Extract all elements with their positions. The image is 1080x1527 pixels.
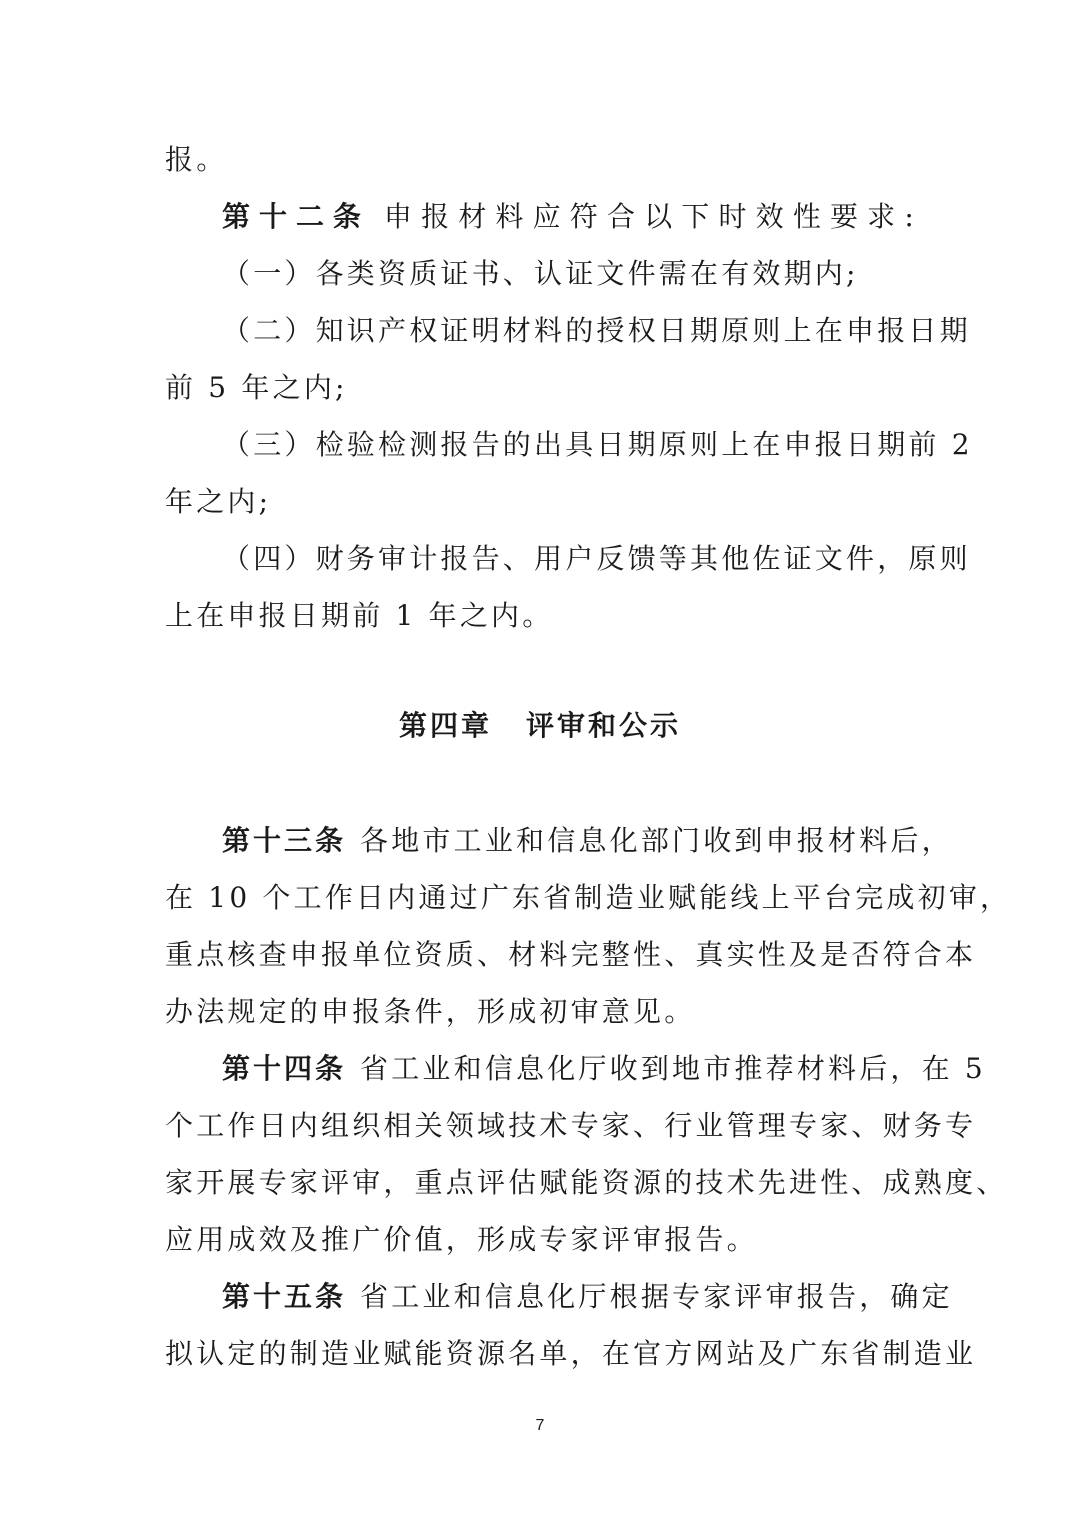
article-12-item-3-line-2: 年之内; [165,485,272,518]
text-line-carryover: 报。 [165,143,228,176]
article-12-heading-line [222,197,917,237]
article-12-text: 申报材料应符合以下时效性要求: [383,200,917,233]
chapter-title: 评审和公示 [526,709,682,742]
article-12-item-1: （一）各类资质证书、认证文件需在有效期内; [222,257,859,290]
chapter-number: 第四章 [398,709,492,742]
article-12-item-4-line-2: 上在申报日期前 1 年之内。 [165,599,554,632]
article-14-line-1 [222,1049,986,1089]
page-number: 7 [535,1417,545,1434]
article-13-text: 各地市工业和信息化部门收到申报材料后， [360,824,953,857]
article-15-label: 第十五条 [222,1280,347,1313]
article-14-line-2: 个工作日内组织相关领域技术专家、行业管理专家、财务专 [165,1109,977,1142]
article-12-label: 第十二条 [222,200,370,233]
article-15-line-2: 拟认定的制造业赋能资源名单，在官方网站及广东省制造业 [165,1337,977,1370]
article-14-line-3: 家开展专家评审，重点评估赋能资源的技术先进性、成熟度、 [165,1166,1008,1199]
article-12-item-2-line-1: （二）知识产权证明材料的授权日期原则上在申报日期 [222,314,971,347]
chapter-heading [0,706,1080,746]
article-13-label: 第十三条 [222,824,347,857]
article-12-item-3-line-1: （三）检验检测报告的出具日期原则上在申报日期前 2 [222,428,973,461]
article-14-line-4: 应用成效及推广价值，形成专家评审报告。 [165,1223,758,1256]
article-14-text: 省工业和信息化厅收到地市推荐材料后，在 5 [360,1052,986,1085]
article-12-item-4-line-1: （四）财务审计报告、用户反馈等其他佐证文件，原则 [222,542,971,575]
article-13-line-3: 重点核查申报单位资质、材料完整性、真实性及是否符合本 [165,938,977,971]
article-15-line-1 [222,1277,953,1317]
article-14-label: 第十四条 [222,1052,347,1085]
article-15-text: 省工业和信息化厅根据专家评审报告，确定 [360,1280,953,1313]
article-13-line-4: 办法规定的申报条件，形成初审意见。 [165,995,696,1028]
article-13-line-1 [222,821,953,861]
article-12-item-2-line-2: 前 5 年之内; [165,371,348,404]
article-13-line-2: 在 10 个工作日内通过广东省制造业赋能线上平台完成初审， [165,881,1012,914]
